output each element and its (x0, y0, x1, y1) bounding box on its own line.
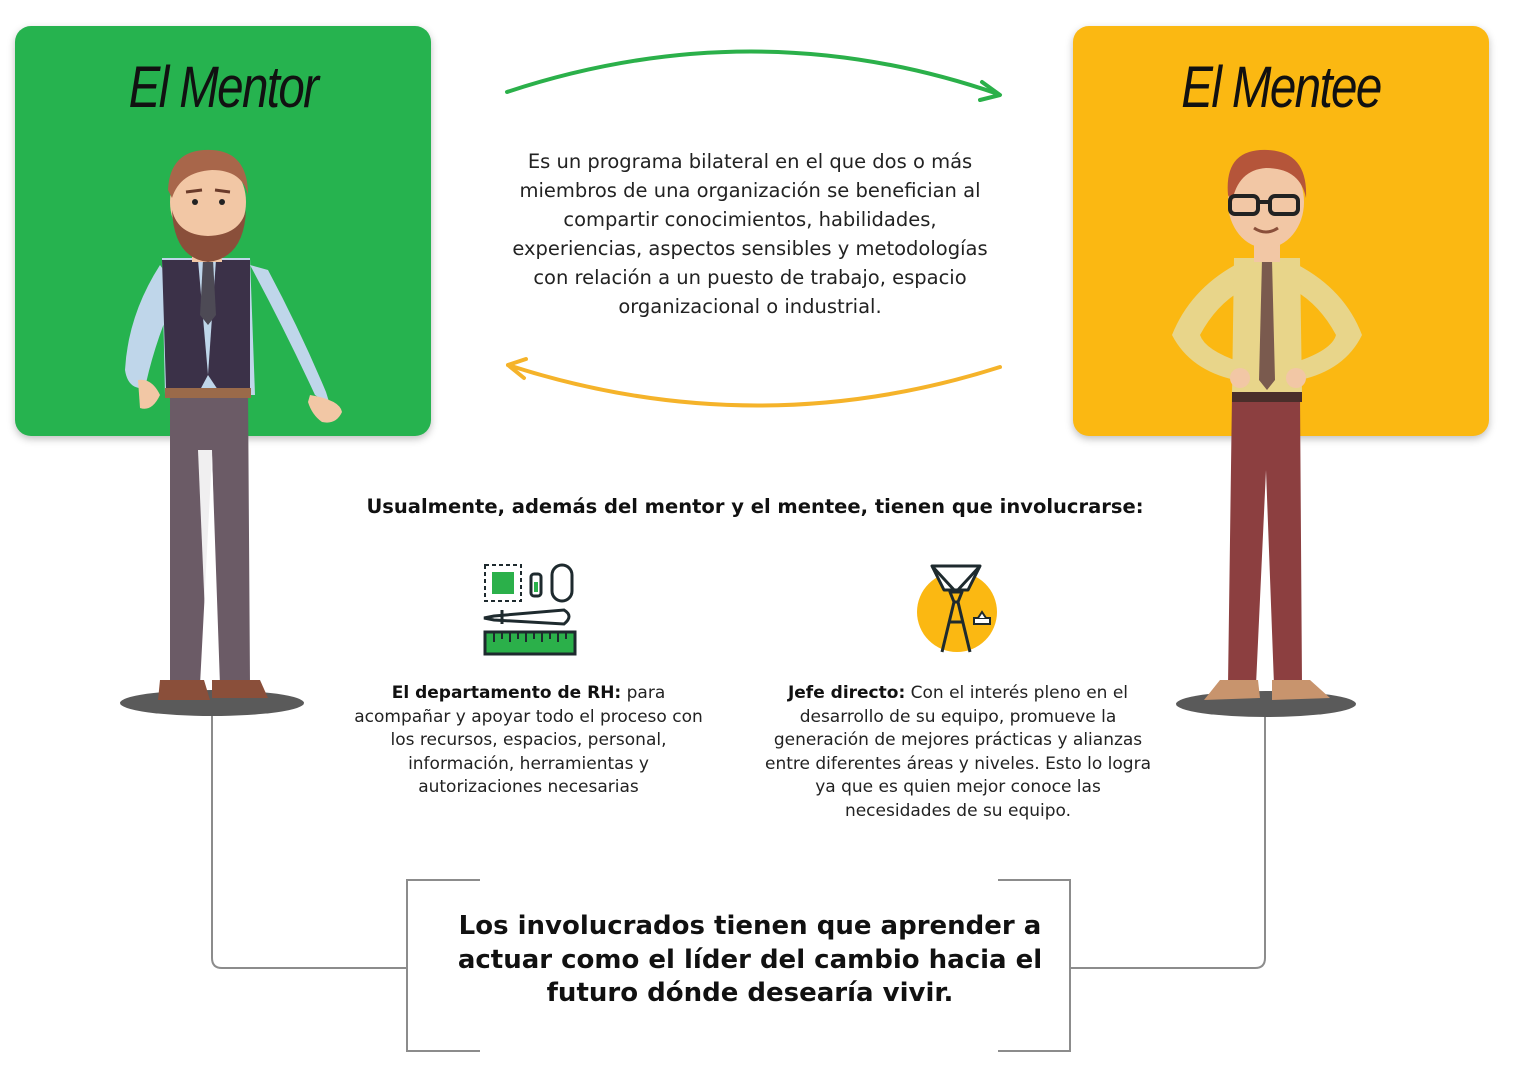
arrow-left-icon (508, 359, 1000, 406)
involved-heading: Usualmente, además del mentor y el mentee, tienen que involucrarse: (366, 495, 1144, 518)
role-hr-description (350, 682, 707, 800)
necktie-icon (914, 562, 1004, 658)
role-boss-title: Jefe directo: (787, 683, 906, 703)
mentor-title: El Mentor (128, 55, 318, 120)
role-hr-text: para acompañar y apoyar todo el proceso con los recursos, espacios, personal, información, herramientas y autorizaciones necesarias (354, 683, 703, 797)
conclusion-text: Los involucrados tienen que aprender a actuar como el líder del cambio hacia el futuro dónde desearía vivir. (457, 911, 1043, 1008)
program-description: Es un programa bilateral en el que dos o más miembros de una organización se benefician al compartir conocimientos, habilidades, experiencias, aspectos sensibles y metodologías con relación a un puesto de trabajo, espacio organizacional o industrial. (512, 150, 988, 318)
mentor-illustration (100, 140, 360, 730)
mentee-illustration (1150, 140, 1400, 730)
role-hr-title: El departamento de RH: (391, 683, 622, 703)
arrow-right-icon (507, 51, 1000, 100)
role-boss-description (764, 682, 1152, 823)
role-boss-text: Con el interés pleno en el desarrollo de su equipo, promueve la generación de mejores prácticas y alianzas entre diferentes áreas y niveles. Esto lo logra ya que es quien mejor conoce las necesidades de su equipo. (765, 683, 1151, 821)
design-tools-icon (482, 562, 578, 658)
mentee-title: El Mentee (1181, 55, 1381, 120)
